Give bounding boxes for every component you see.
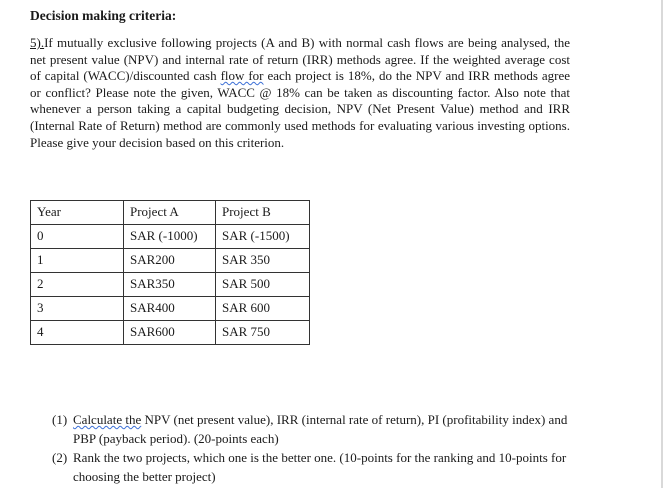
task-list <box>52 410 572 486</box>
table-row <box>31 225 310 249</box>
cash-flow-table <box>30 200 310 345</box>
table-row <box>31 321 310 345</box>
task-item <box>52 410 572 448</box>
project-b-cell: SAR (-1500) <box>216 225 310 249</box>
year-cell: 0 <box>31 225 124 249</box>
year-cell: 3 <box>31 297 124 321</box>
header-year: Year <box>31 201 124 225</box>
task-text <box>73 410 572 448</box>
task-text-body: NPV (net present value), IRR (internal rate of return), PI (profitability index) and PBP (payback period). (20-points each) <box>73 412 568 446</box>
year-cell: 4 <box>31 321 124 345</box>
header-project-a: Project A <box>124 201 216 225</box>
table-row <box>31 249 310 273</box>
project-a-cell: SAR200 <box>124 249 216 273</box>
project-a-cell: SAR600 <box>124 321 216 345</box>
question-paragraph <box>30 35 570 151</box>
year-cell: 2 <box>31 273 124 297</box>
task-label: (1) <box>52 412 68 427</box>
project-a-cell: SAR350 <box>124 273 216 297</box>
project-b-cell: SAR 350 <box>216 249 310 273</box>
spellcheck-flagged-text[interactable]: Calculate the <box>73 412 142 427</box>
section-heading: Decision making criteria: <box>30 8 177 23</box>
table-row <box>31 297 310 321</box>
year-cell: 1 <box>31 249 124 273</box>
question-number: 5). <box>30 35 45 50</box>
task-label: (2) <box>52 450 68 465</box>
project-a-cell: SAR400 <box>124 297 216 321</box>
spellcheck-flagged-text[interactable]: flow for <box>220 68 264 84</box>
header-project-b: Project B <box>216 201 310 225</box>
task-text-body: Rank the two projects, which one is the better one. (10-points for the ranking and 10-points for choosing the better project) <box>73 450 567 484</box>
task-text <box>73 448 572 486</box>
project-b-cell: SAR 750 <box>216 321 310 345</box>
table-row <box>31 273 310 297</box>
paragraph-text-1: If mutually exclusive following projects (A and B) with normal cash flows are being analysed, the net present value (NPV) and internal rate of return (IRR) methods agree. If the weighted average cost of capital (WACC)/discounted cash <box>30 35 570 84</box>
table-header-row <box>31 201 310 225</box>
task-item <box>52 448 572 486</box>
project-a-cell: SAR (-1000) <box>124 225 216 249</box>
project-b-cell: SAR 600 <box>216 297 310 321</box>
paragraph-text-2: each project is 18%, do the NPV and IRR methods agree or conflict? Please note the given, WACC @ 18% can be taken as discounting factor. Also note that whenever a person taking a capital budgeting decision, NPV (Net Present Value) method and IRR (Internal Rate of Return) method are commonly used methods for evaluating various investing options. Please give your decision based on this criterion. <box>30 68 570 150</box>
project-b-cell: SAR 500 <box>216 273 310 297</box>
